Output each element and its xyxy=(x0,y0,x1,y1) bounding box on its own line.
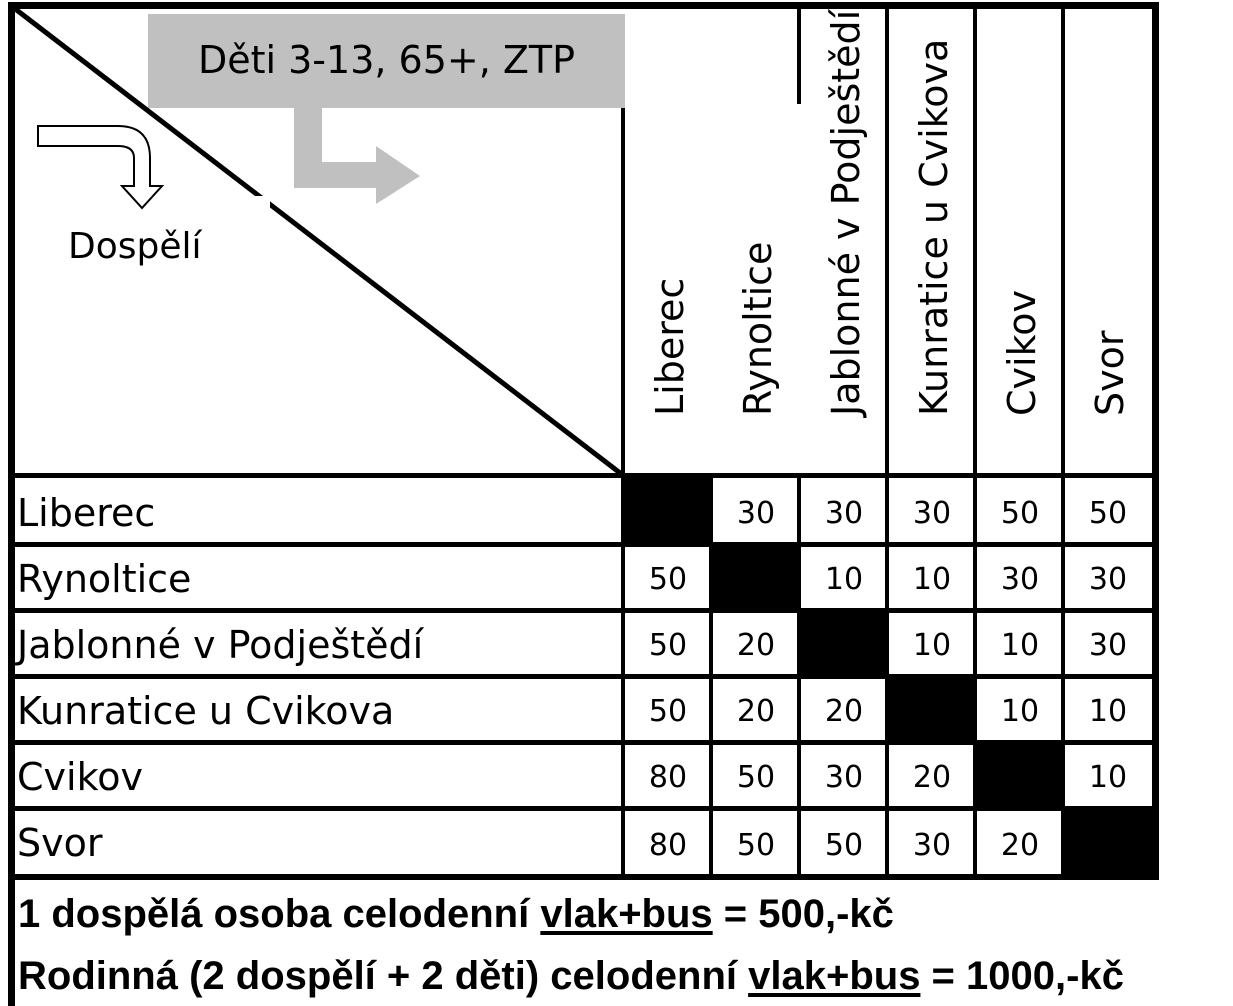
footer-family-price: Rodinná (2 dospělí + 2 děti) celodenní vlak+bus = 1000,-kč xyxy=(18,954,1124,998)
price-cell: 30 xyxy=(824,495,864,531)
price-cell: 20 xyxy=(824,693,864,729)
price-cell: 50 xyxy=(736,827,776,863)
adults-label: Dospělí xyxy=(68,226,202,267)
price-cell: 50 xyxy=(648,693,688,729)
price-cell: 10 xyxy=(1088,759,1128,795)
row-header-rynoltice: Rynoltice xyxy=(17,557,192,601)
diagonal-cell xyxy=(976,742,1064,808)
price-cell: 30 xyxy=(824,759,864,795)
price-cell: 10 xyxy=(1088,693,1128,729)
price-cell: 50 xyxy=(648,627,688,663)
footer-adult-price: 1 dospělá osoba celodenní vlak+bus = 500,-kč xyxy=(18,892,894,936)
arrow-down-icon xyxy=(38,126,162,208)
price-cell: 30 xyxy=(912,827,952,863)
price-cell: 80 xyxy=(648,827,688,863)
diagonal-cell xyxy=(1064,808,1158,878)
price-cell: 50 xyxy=(736,759,776,795)
price-cell: 10 xyxy=(1000,693,1040,729)
price-cell: 30 xyxy=(736,495,776,531)
diagonal-cell xyxy=(888,676,976,742)
price-cell: 30 xyxy=(912,495,952,531)
price-cell: 50 xyxy=(648,561,688,597)
price-cell: 30 xyxy=(1088,627,1128,663)
price-cell: 20 xyxy=(1000,827,1040,863)
price-cell: 10 xyxy=(824,561,864,597)
price-cell: 20 xyxy=(736,627,776,663)
price-cell: 20 xyxy=(736,693,776,729)
price-cell: 80 xyxy=(648,759,688,795)
row-header-kunratice: Kunratice u Cvikova xyxy=(17,689,395,733)
row-header-jablonne: Jablonné v Podještědí xyxy=(17,623,424,667)
row-header-svor: Svor xyxy=(17,821,103,865)
price-cell: 10 xyxy=(912,627,952,663)
price-cell: 20 xyxy=(912,759,952,795)
row-header-cvikov: Cvikov xyxy=(17,755,143,799)
price-cell: 50 xyxy=(824,827,864,863)
diagonal-cell xyxy=(624,478,712,544)
price-cell: 10 xyxy=(1000,627,1040,663)
diagonal-cell xyxy=(712,544,800,610)
children-label: Děti 3-13, 65+, ZTP xyxy=(197,38,576,82)
arrow-right-icon xyxy=(294,108,420,204)
price-cell: 50 xyxy=(1088,495,1128,531)
price-cell: 30 xyxy=(1088,561,1128,597)
diagonal-cell xyxy=(800,610,888,676)
price-cell: 10 xyxy=(912,561,952,597)
row-header-liberec: Liberec xyxy=(17,491,156,535)
price-cell: 50 xyxy=(1000,495,1040,531)
price-cell: 30 xyxy=(1000,561,1040,597)
